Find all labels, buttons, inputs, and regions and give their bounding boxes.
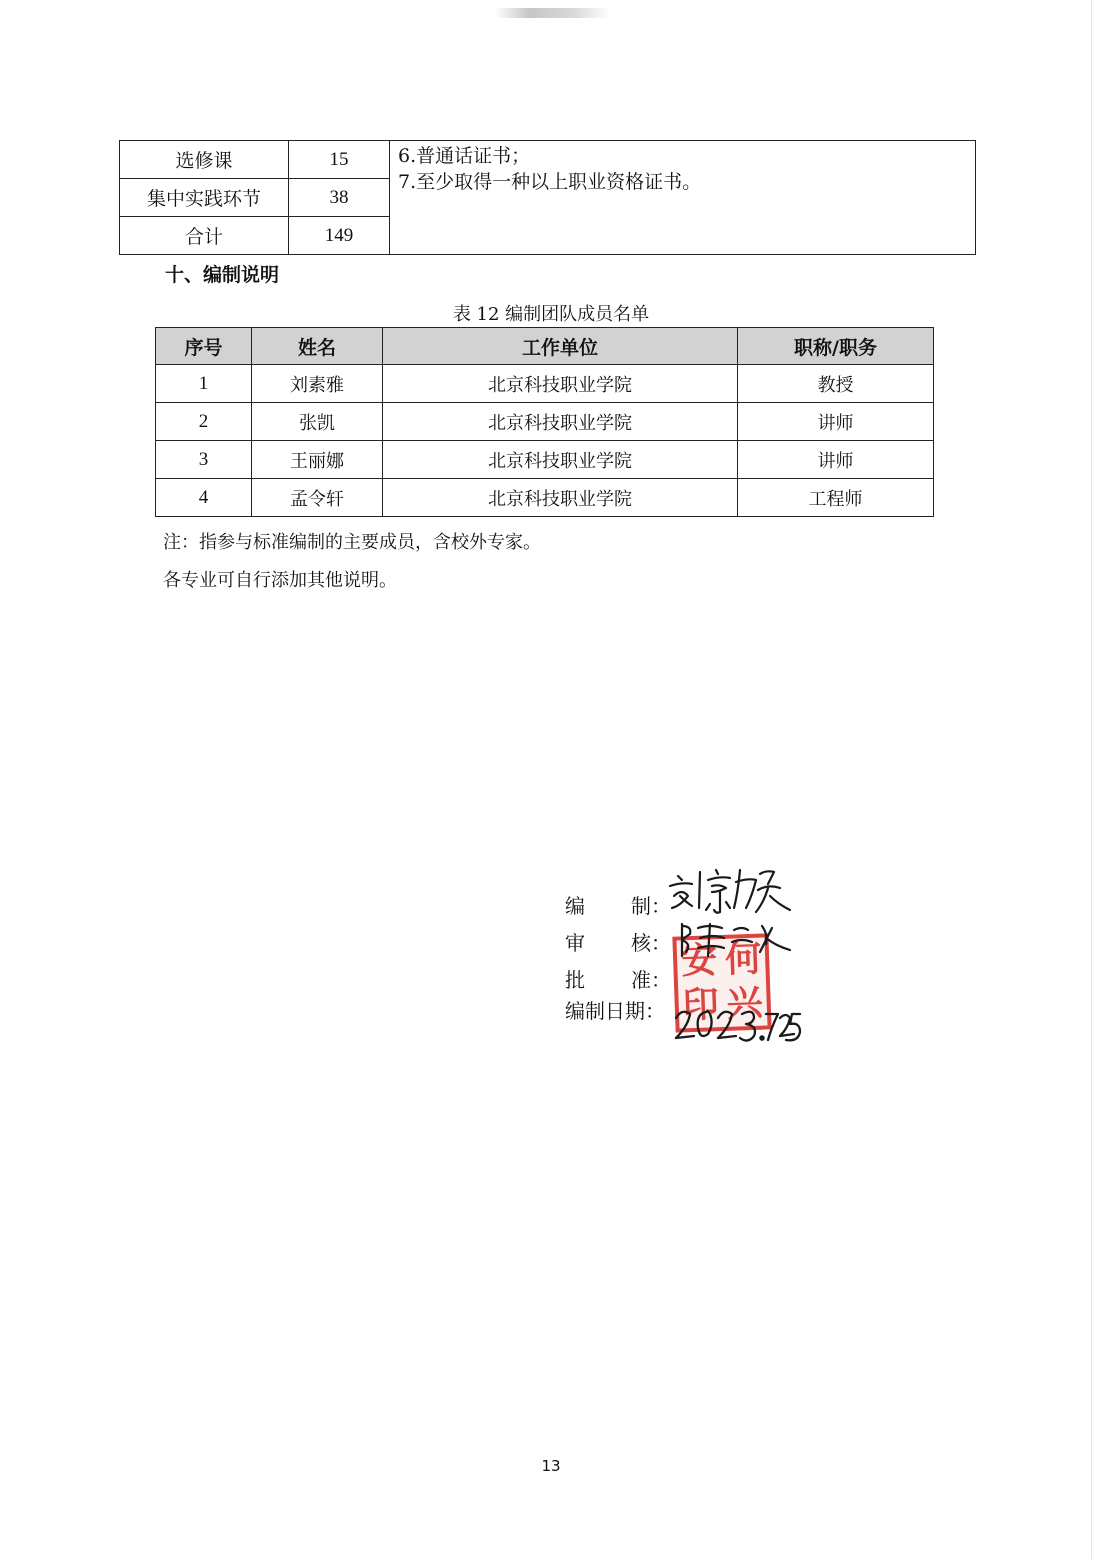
column-header: 职称/职务 <box>738 328 934 365</box>
index-cell: 2 <box>156 403 252 441</box>
table-caption: 表 12 编制团队成员名单 <box>452 304 650 325</box>
credits-table <box>119 140 976 255</box>
organization-cell: 北京科技职业学院 <box>383 403 738 441</box>
requirement-item: 6.普通话证书； <box>398 145 531 167</box>
table-row <box>156 365 934 403</box>
label-char: 核： <box>631 931 671 955</box>
scan-artifact <box>495 8 610 18</box>
title-cell: 讲师 <box>738 403 934 441</box>
course-type-cell: 选修课 <box>120 141 289 179</box>
compiler-signature <box>668 862 793 920</box>
approved-by-label <box>565 964 671 993</box>
table-row <box>156 403 934 441</box>
index-cell: 3 <box>156 441 252 479</box>
handwritten-date <box>672 1004 804 1048</box>
label-char: 审 <box>565 931 585 955</box>
index-cell: 1 <box>156 365 252 403</box>
section-heading: 十、编制说明 <box>165 264 280 286</box>
course-type-cell: 合计 <box>120 217 289 255</box>
requirement-item: 7.至少取得一种以上职业资格证书。 <box>398 171 702 193</box>
credits-cell: 38 <box>289 179 390 217</box>
reviewer-signature <box>676 916 794 962</box>
member-name-cell: 孟令轩 <box>252 479 383 517</box>
seal-char: 印 <box>682 984 720 1027</box>
organization-cell: 北京科技职业学院 <box>383 479 738 517</box>
column-header: 姓名 <box>252 328 383 365</box>
index-cell: 4 <box>156 479 252 517</box>
note-text: 注：指参与标准编制的主要成员，含校外专家。 <box>163 532 541 553</box>
compiled-by-label <box>565 890 671 919</box>
table-row <box>156 441 934 479</box>
reviewed-by-label <box>565 927 671 956</box>
column-header: 序号 <box>156 328 252 365</box>
credits-cell: 149 <box>289 217 390 255</box>
seal-char: 何 <box>724 938 762 981</box>
title-cell: 教授 <box>738 365 934 403</box>
seal-char: 兴 <box>726 982 764 1025</box>
label-char: 编 <box>565 894 585 918</box>
column-header: 工作单位 <box>383 328 738 365</box>
table-header-row <box>156 328 934 365</box>
graduation-requirements-cell <box>390 141 976 255</box>
member-name-cell: 王丽娜 <box>252 441 383 479</box>
page-number: 13 <box>541 1457 561 1475</box>
organization-cell: 北京科技职业学院 <box>383 365 738 403</box>
team-members-table <box>155 327 934 517</box>
title-cell: 讲师 <box>738 441 934 479</box>
member-name-cell: 刘素雅 <box>252 365 383 403</box>
course-type-cell: 集中实践环节 <box>120 179 289 217</box>
table-row <box>120 141 976 179</box>
title-cell: 工程师 <box>738 479 934 517</box>
table-row <box>156 479 934 517</box>
organization-cell: 北京科技职业学院 <box>383 441 738 479</box>
member-name-cell: 张凯 <box>252 403 383 441</box>
label-char: 制： <box>631 894 671 918</box>
label-char: 准： <box>631 968 671 992</box>
page-edge <box>1091 0 1092 1559</box>
compile-date-label: 编制日期： <box>565 999 665 1023</box>
seal-char: 安 <box>680 940 718 983</box>
credits-cell: 15 <box>289 141 390 179</box>
note-text: 各专业可自行添加其他说明。 <box>163 570 397 591</box>
label-char: 批 <box>565 968 585 992</box>
